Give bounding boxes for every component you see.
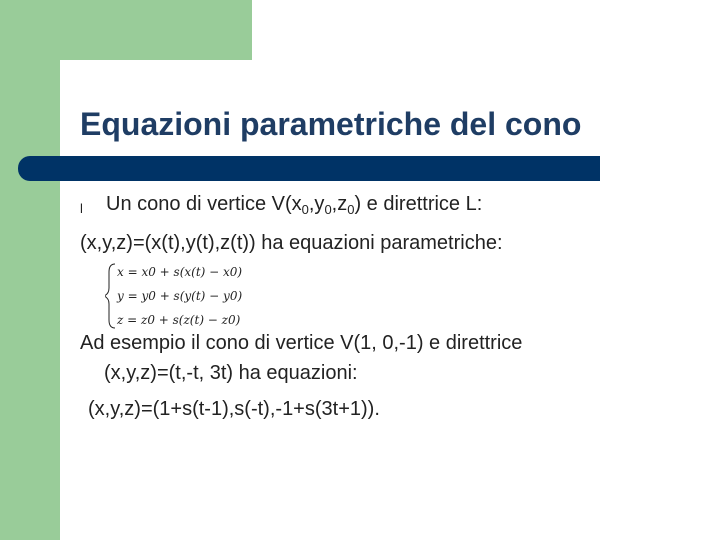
intro-sub-y: 0 <box>324 202 332 217</box>
title-underline-bar <box>18 156 600 181</box>
example-line-3: (x,y,z)=(1+s(t-1),s(-t),-1+s(3t+1)). <box>88 398 380 420</box>
system-eq-y: y = y0 + s(y(t) − y0) <box>117 289 243 303</box>
example-line-2: (x,y,z)=(t,-t, 3t) ha equazioni: <box>104 362 358 384</box>
system-eq-x: x = x0 + s(x(t) − x0) <box>117 265 243 279</box>
system-eq-z: z = z0 + s(z(t) − z0) <box>117 313 241 327</box>
intro-sub-x: 0 <box>301 202 309 217</box>
decor-green-top-band <box>0 0 252 60</box>
decor-green-left-band <box>0 0 60 540</box>
intro-prefix: Un cono di vertice V(x <box>106 193 302 215</box>
intro-sub-z: 0 <box>347 202 355 217</box>
intro-line-2: (x,y,z)=(x(t),y(t),z(t)) ha equazioni parametriche: <box>80 232 503 254</box>
intro-suffix: ) e direttrice L: <box>354 193 483 215</box>
slide-title: Equazioni parametriche del cono <box>80 106 582 142</box>
intro-comma-y: ,y <box>308 193 325 215</box>
example-line-1: Ad esempio il cono di vertice V(1, 0,-1) e direttrice <box>80 332 523 354</box>
intro-comma-z: ,z <box>331 193 348 215</box>
parametric-system-equations <box>105 260 255 332</box>
bullet-icon: l <box>80 201 83 216</box>
intro-line-1 <box>106 193 482 217</box>
system-brace <box>105 264 115 328</box>
